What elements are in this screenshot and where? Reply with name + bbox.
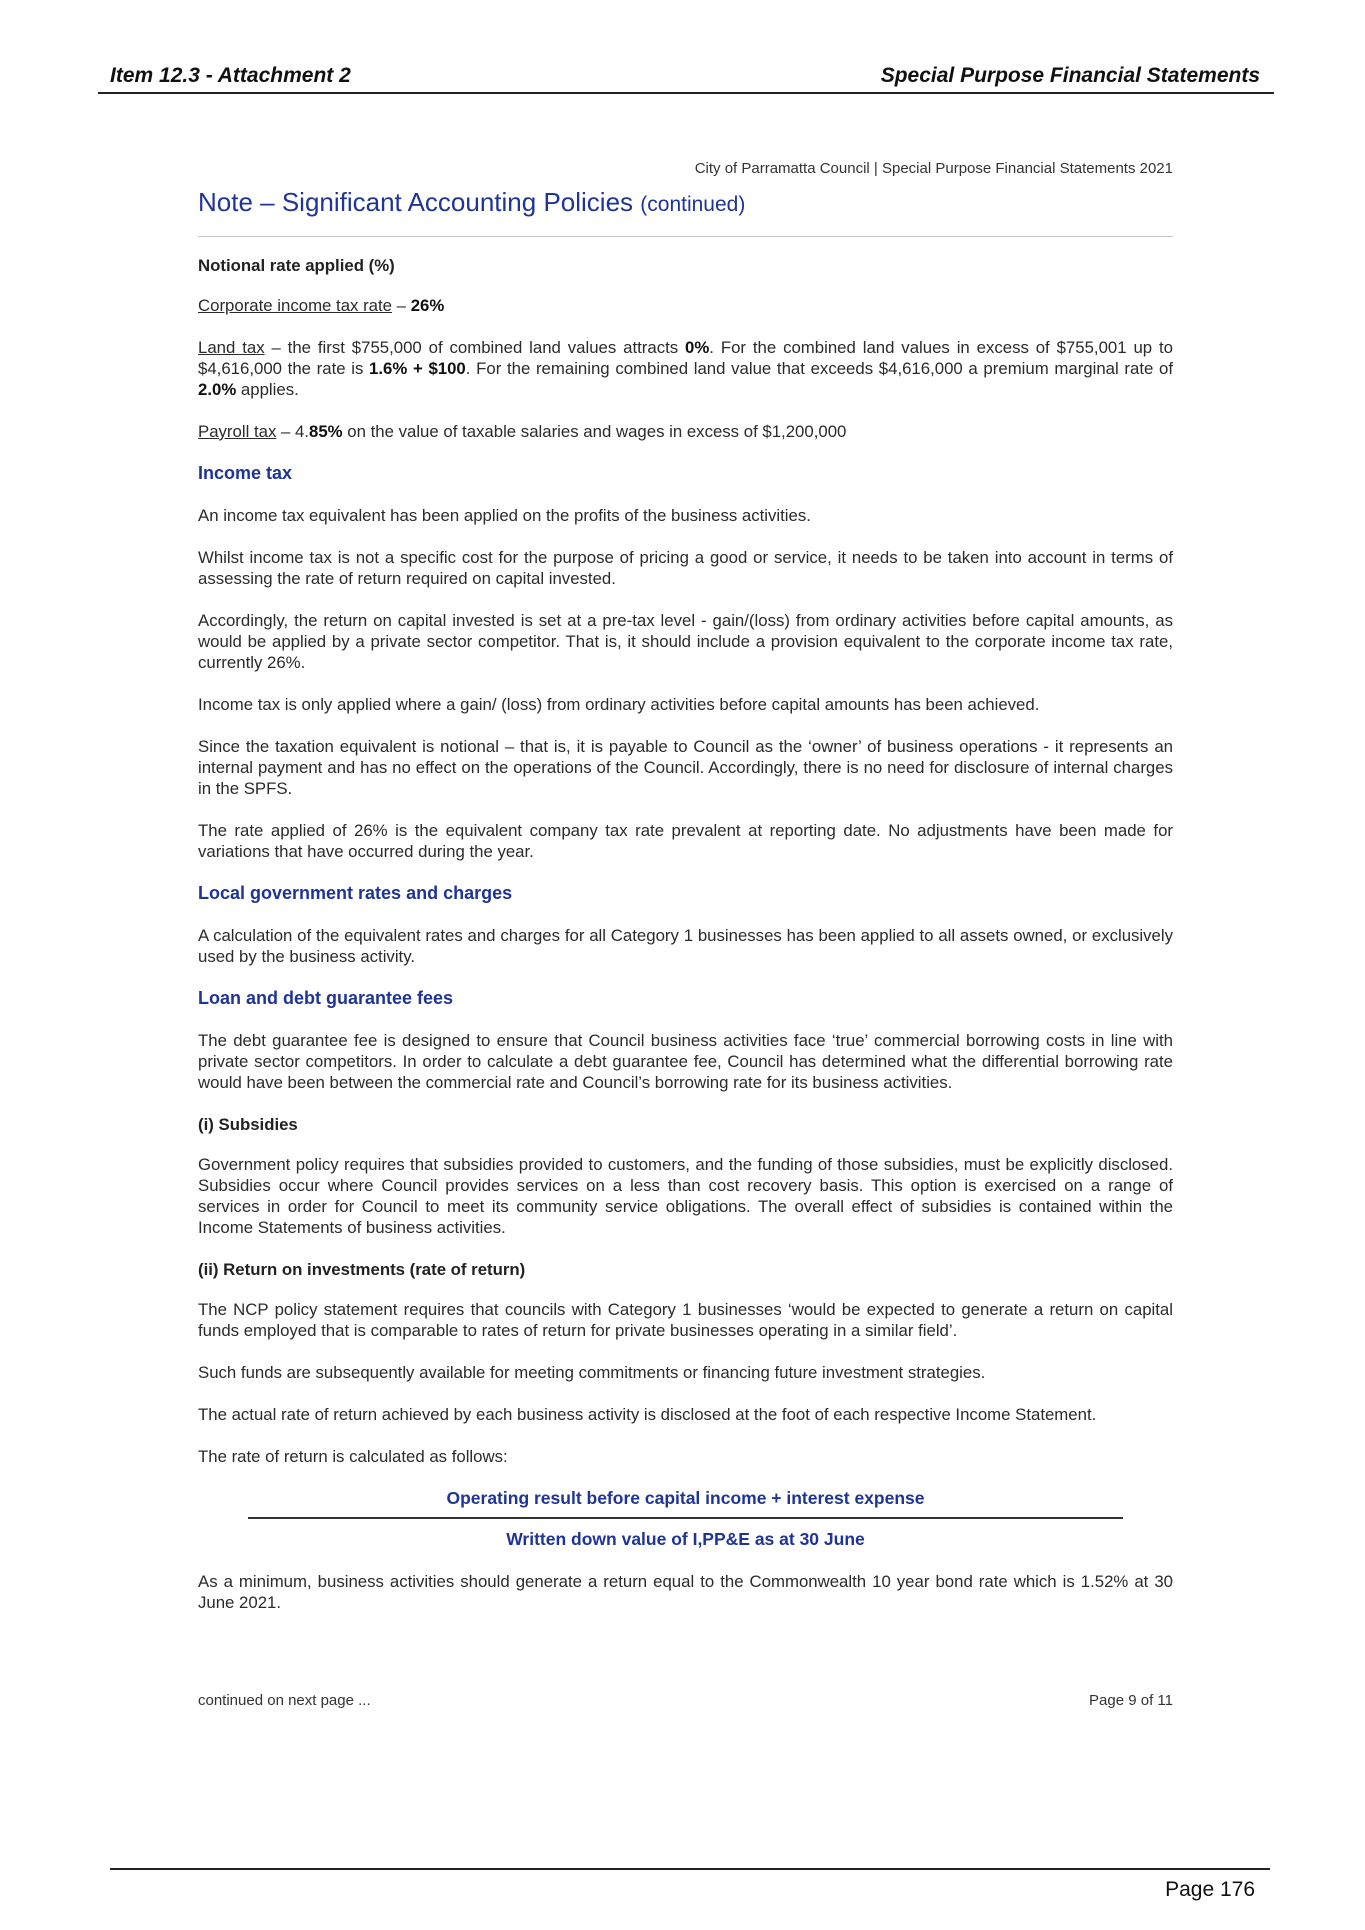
title-main: Note – Significant Accounting Policies xyxy=(198,187,634,217)
statements-label: Special Purpose Financial Statements xyxy=(880,64,1260,87)
payroll-tax-text: on the value of taxable salaries and wages in excess of $1,200,000 xyxy=(342,422,847,441)
returns-p3: The actual rate of return achieved by each business activity is disclosed at the foot of each respective Income Statement. xyxy=(198,1405,1097,1424)
land-tax-text-2: . For the combined land values in excess of $755,001 up to $4,616,000 the rate is xyxy=(198,338,1173,378)
returns-p4: The rate of return is calculated as follows: xyxy=(198,1447,508,1466)
corporate-tax-value: 26% xyxy=(410,296,445,315)
subsidies-heading: (i) Subsidies xyxy=(198,1115,298,1134)
local-rates-heading: Local government rates and charges xyxy=(198,883,513,903)
formula-denominator: Written down value of I,PP&E as at 30 June xyxy=(506,1529,865,1549)
land-tax-rate-2: 1.6% + $100 xyxy=(369,359,466,378)
land-tax-rate-3: 2.0% xyxy=(198,380,237,399)
continued-note: continued on next page ... xyxy=(198,1692,371,1709)
formula-numerator: Operating result before capital income + interest expense xyxy=(248,1488,1123,1519)
payroll-tax-sep: – xyxy=(276,422,296,441)
income-tax-p5: Since the taxation equivalent is notional – that is, it is payable to Council as the ‘owner’ of business operations - it represents an internal payment and has no effect on the operations of the Council. Accordingly, there is no need for disclosure of internal charges in the SPFS. xyxy=(198,737,1173,798)
land-tax-text-3: . For the remaining combined land value that exceeds $4,616,000 a premium marginal rate of xyxy=(465,359,1173,378)
loan-fees-p1: The debt guarantee fee is designed to ensure that Council business activities face ‘true’ commercial borrowing costs in line with private sector competitors. In order to calculate a debt guarantee fee, Council has determined what the differential borrowing rate would have been between the commercial rate and Council’s borrowing rate for its business activities. xyxy=(198,1031,1173,1092)
doc-page-count: Page 9 of 11 xyxy=(1089,1692,1173,1709)
income-tax-p1: An income tax equivalent has been applied on the profits of the business activities. xyxy=(198,506,811,525)
doc-footer xyxy=(198,1690,1173,1711)
returns-p5: As a minimum, business activities should generate a return equal to the Commonwealth 10 year bond rate which is 1.52% at 30 June 2021. xyxy=(198,1572,1173,1612)
corporate-tax-sep: – xyxy=(392,296,411,315)
payroll-tax-rate: 85% xyxy=(309,422,343,441)
land-tax-text-1: – the first $755,000 of combined land values attracts xyxy=(264,338,686,357)
returns-heading: (ii) Return on investments (rate of return) xyxy=(198,1260,526,1279)
footer-divider xyxy=(110,1868,1270,1870)
income-tax-p4: Income tax is only applied where a gain/ (loss) from ordinary activities before capital amounts has been achieved. xyxy=(198,695,1040,714)
payroll-tax-label: Payroll tax xyxy=(198,422,277,441)
page-number: Page 176 xyxy=(1165,1878,1255,1901)
land-tax-label: Land tax xyxy=(198,338,265,357)
land-tax-text-4: applies. xyxy=(236,380,299,399)
payroll-tax-pre: 4. xyxy=(295,422,310,441)
local-rates-p1: A calculation of the equivalent rates and charges for all Category 1 businesses has been applied to all assets owned, or exclusively used by the business activity. xyxy=(198,926,1173,966)
doc-header: City of Parramatta Council | Special Purpose Financial Statements 2021 xyxy=(694,160,1173,177)
attachment-header xyxy=(98,62,1274,94)
loan-fees-heading: Loan and debt guarantee fees xyxy=(198,988,454,1008)
income-tax-p2: Whilst income tax is not a specific cost for the purpose of pricing a good or service, it needs to be taken into account in terms of assessing the rate of return required on capital invested. xyxy=(198,548,1173,588)
item-label: Item 12.3 - Attachment 2 xyxy=(110,64,351,87)
title-suffix: (continued) xyxy=(640,193,746,216)
corporate-tax-line xyxy=(198,295,1173,316)
subsidies-p1: Government policy requires that subsidies provided to customers, and the funding of those subsidies, must be explicitly disclosed. Subsidies occur where Council provides services on a less than cost recovery basis. This option is exercised on a range of services in order for Council to meet its community service obligations. The overall effect of subsidies is contained within the Income Statements of business activities. xyxy=(198,1155,1173,1237)
land-tax-line xyxy=(198,337,1173,400)
page-title xyxy=(198,185,1173,237)
notional-heading: Notional rate applied (%) xyxy=(198,256,395,275)
returns-p1: The NCP policy statement requires that councils with Category 1 businesses ‘would be expected to generate a return on capital funds employed that is comparable to rates of return for private businesses operating in a similar field’. xyxy=(198,1300,1173,1340)
payroll-tax-line xyxy=(198,421,1173,442)
income-tax-heading: Income tax xyxy=(198,463,293,483)
corporate-tax-label: Corporate income tax rate xyxy=(198,296,393,315)
document-page xyxy=(198,158,1173,1709)
returns-p2: Such funds are subsequently available for meeting commitments or financing future investment strategies. xyxy=(198,1363,986,1382)
income-tax-p6: The rate applied of 26% is the equivalent company tax rate prevalent at reporting date. No adjustments have been made for variations that have occurred during the year. xyxy=(198,821,1173,861)
income-tax-p3: Accordingly, the return on capital invested is set at a pre-tax level - gain/(loss) from ordinary activities before capital amounts, as would be applied by a private sector competitor. That is, it should include a provision equivalent to the corporate income tax rate, currently 26%. xyxy=(198,611,1173,672)
land-tax-rate-1: 0% xyxy=(685,338,710,357)
rate-of-return-formula xyxy=(248,1488,1123,1550)
